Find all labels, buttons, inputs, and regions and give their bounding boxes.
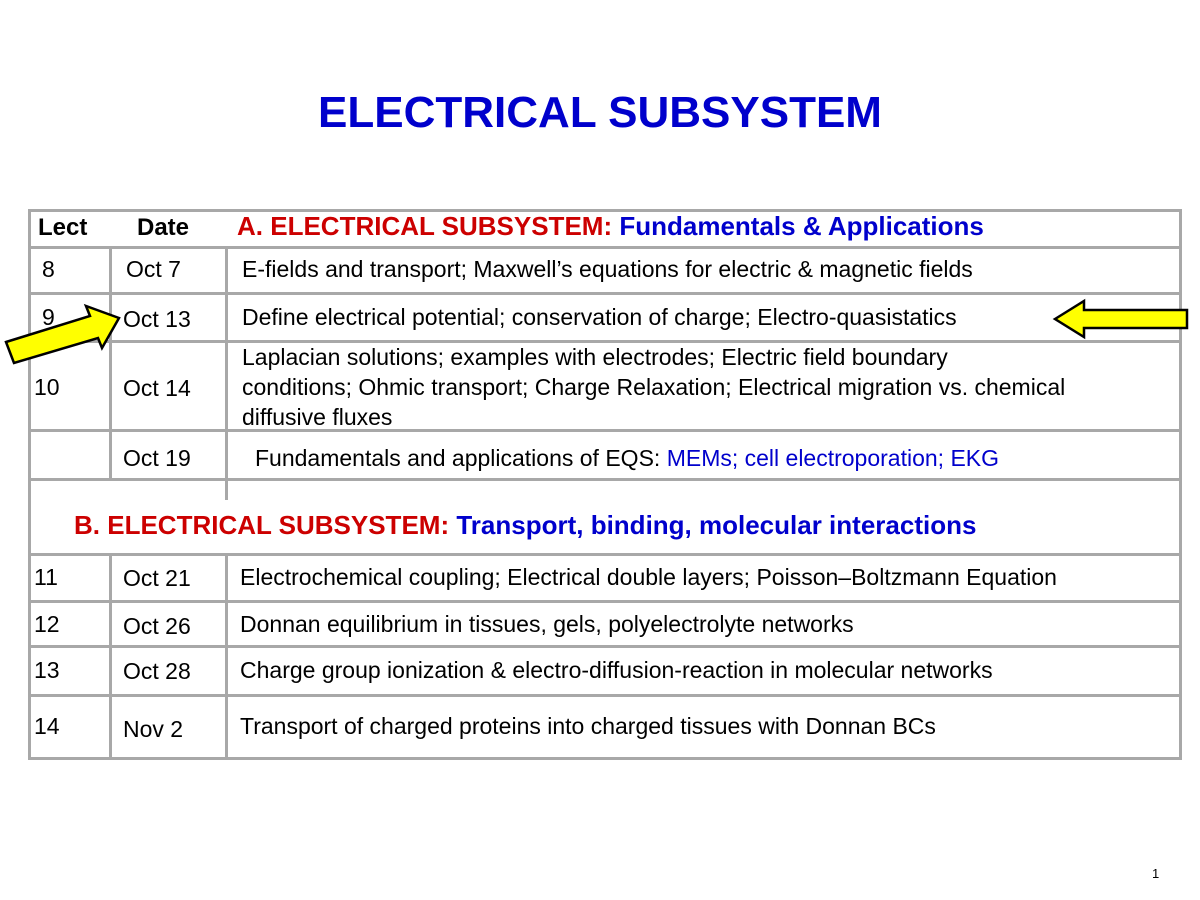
lect-number: 11 [34, 564, 58, 590]
lecture-topic [255, 443, 999, 473]
lecture-date: Oct 19 [123, 445, 191, 471]
section-a-prefix: A. ELECTRICAL SUBSYSTEM: [237, 211, 613, 241]
column-divider [225, 553, 228, 760]
slide-title: ELECTRICAL SUBSYSTEM [318, 88, 882, 137]
lecture-date: Oct 28 [123, 658, 191, 684]
lecture-date: Oct 21 [123, 565, 191, 591]
lecture-topic: Electrochemical coupling; Electrical double layers; Poisson–Boltzmann Equation [240, 564, 1057, 590]
section-a-heading [237, 211, 984, 241]
lecture-date: Oct 14 [123, 375, 191, 401]
lecture-topic: Charge group ionization & electro-diffusion-reaction in molecular networks [240, 657, 993, 683]
topic-highlight: MEMs; cell electroporation; EKG [666, 445, 1000, 471]
section-b-prefix: B. ELECTRICAL SUBSYSTEM: [74, 510, 450, 540]
lecture-topic: Donnan equilibrium in tissues, gels, polyelectrolyte networks [240, 611, 854, 637]
section-b-heading [74, 510, 976, 540]
lecture-date: Oct 26 [123, 613, 191, 639]
lecture-date: Oct 13 [123, 306, 191, 332]
lecture-topic: E-fields and transport; Maxwell’s equations for electric & magnetic fields [242, 256, 973, 282]
table-divider [28, 246, 1182, 249]
table-divider [28, 429, 1182, 432]
table-divider [28, 600, 1182, 603]
header-lect: Lect [38, 214, 88, 241]
column-divider [225, 246, 228, 500]
lecture-topic-line: Laplacian solutions; examples with electrodes; Electric field boundary [242, 344, 948, 370]
table-border-right [1179, 209, 1182, 760]
lect-number: 13 [34, 657, 60, 683]
header-date: Date [137, 214, 190, 241]
lect-number: 10 [34, 374, 60, 400]
lecture-topic-line: diffusive fluxes [242, 404, 393, 430]
table-divider [28, 553, 1182, 556]
lecture-topic: Transport of charged proteins into charged tissues with Donnan BCs [240, 713, 936, 739]
arrow-right-icon [0, 300, 125, 370]
table-divider [28, 694, 1182, 697]
section-b-suffix: Transport, binding, molecular interactions [456, 510, 977, 540]
lecture-topic-line: conditions; Ohmic transport; Charge Relaxation; Electrical migration vs. chemical [242, 374, 1066, 400]
topic-text: Fundamentals and applications of EQS: [255, 445, 661, 471]
page-number: 1 [1152, 866, 1160, 881]
arrow-left-icon [1052, 298, 1192, 340]
column-divider [109, 553, 112, 760]
table-divider [28, 645, 1182, 648]
section-a-suffix: Fundamentals & Applications [619, 211, 984, 241]
table-divider [28, 478, 1182, 481]
lect-number: 12 [34, 611, 60, 637]
table-divider [28, 292, 1182, 295]
lect-number: 14 [34, 713, 60, 739]
table-border-left [28, 209, 31, 760]
lect-number: 9 [42, 304, 55, 330]
lecture-topic: Define electrical potential; conservation of charge; Electro-quasistatics [242, 304, 957, 330]
table-border-bottom [28, 757, 1182, 760]
lecture-date: Nov 2 [123, 716, 184, 742]
lect-number: 8 [42, 256, 55, 282]
lecture-date: Oct 7 [126, 256, 181, 282]
